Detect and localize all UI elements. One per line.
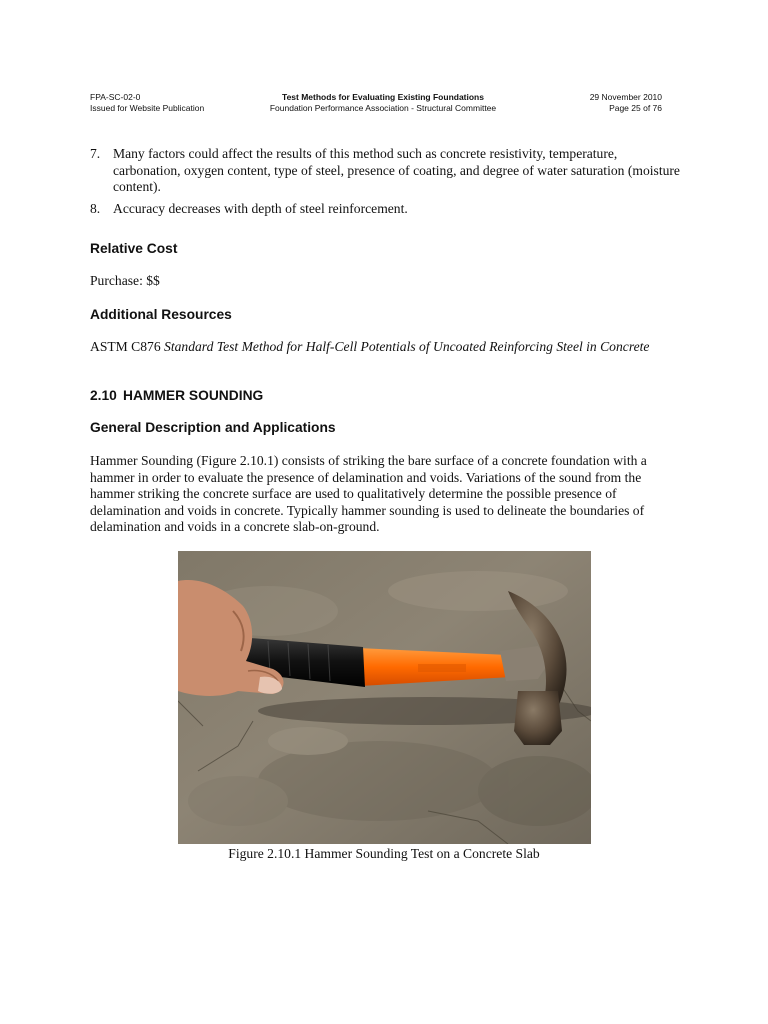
doc-title: Test Methods for Evaluating Existing Foundations — [282, 92, 484, 102]
reference-title: Standard Test Method for Half-Cell Potentials of Uncoated Reinforcing Steel in Concrete — [164, 339, 650, 354]
reference-code: ASTM C876 — [90, 339, 165, 354]
issue-note: Issued for Website Publication — [90, 103, 205, 113]
general-description-heading: General Description and Applications — [90, 420, 336, 435]
org-name: Foundation Performance Association - Structural Committee — [269, 103, 497, 113]
purchase-cost: Purchase: $$ — [90, 273, 160, 288]
general-description-paragraph: Hammer Sounding (Figure 2.10.1) consists of striking the bare surface of a concrete foundation with a hammer in order to evaluate the presence of delamination and voids. Variations of the sound from the hammer striking the concrete surface are used to qualitatively determine the possible presence of delamination and voids in concrete. Typically hammer sounding is used to delineate the boundaries of delamination and voids in a concrete slab-on-ground. — [90, 453, 647, 535]
hammer-sounding-photo — [178, 551, 591, 844]
list-number: 8. — [90, 201, 101, 216]
doc-date: 29 November 2010 — [589, 92, 662, 102]
figure-caption: Figure 2.10.1 Hammer Sounding Test on a Concrete Slab — [228, 846, 540, 861]
header-center — [230, 92, 536, 114]
hammer-face — [514, 691, 562, 745]
relative-cost-heading: Relative Cost — [90, 241, 178, 256]
reference-citation — [90, 339, 680, 356]
page-number: Page 25 of 76 — [609, 103, 662, 113]
list-text: Many factors could affect the results of this method such as concrete resistivity, temperature, carbonation, oxygen content, type of steel, presence of coating, and degree of water saturation (moisture content). — [113, 146, 680, 195]
list-text: Accuracy decreases with depth of steel reinforcement. — [113, 201, 408, 216]
doc-id: FPA-SC-02-0 — [90, 92, 141, 102]
section-title: HAMMER SOUNDING — [123, 388, 264, 403]
additional-resources-heading: Additional Resources — [90, 307, 232, 322]
header-right — [540, 92, 662, 114]
list-number: 7. — [90, 146, 101, 161]
header-left — [90, 92, 204, 114]
section-heading — [90, 387, 263, 404]
section-number: 2.10 — [90, 388, 117, 403]
